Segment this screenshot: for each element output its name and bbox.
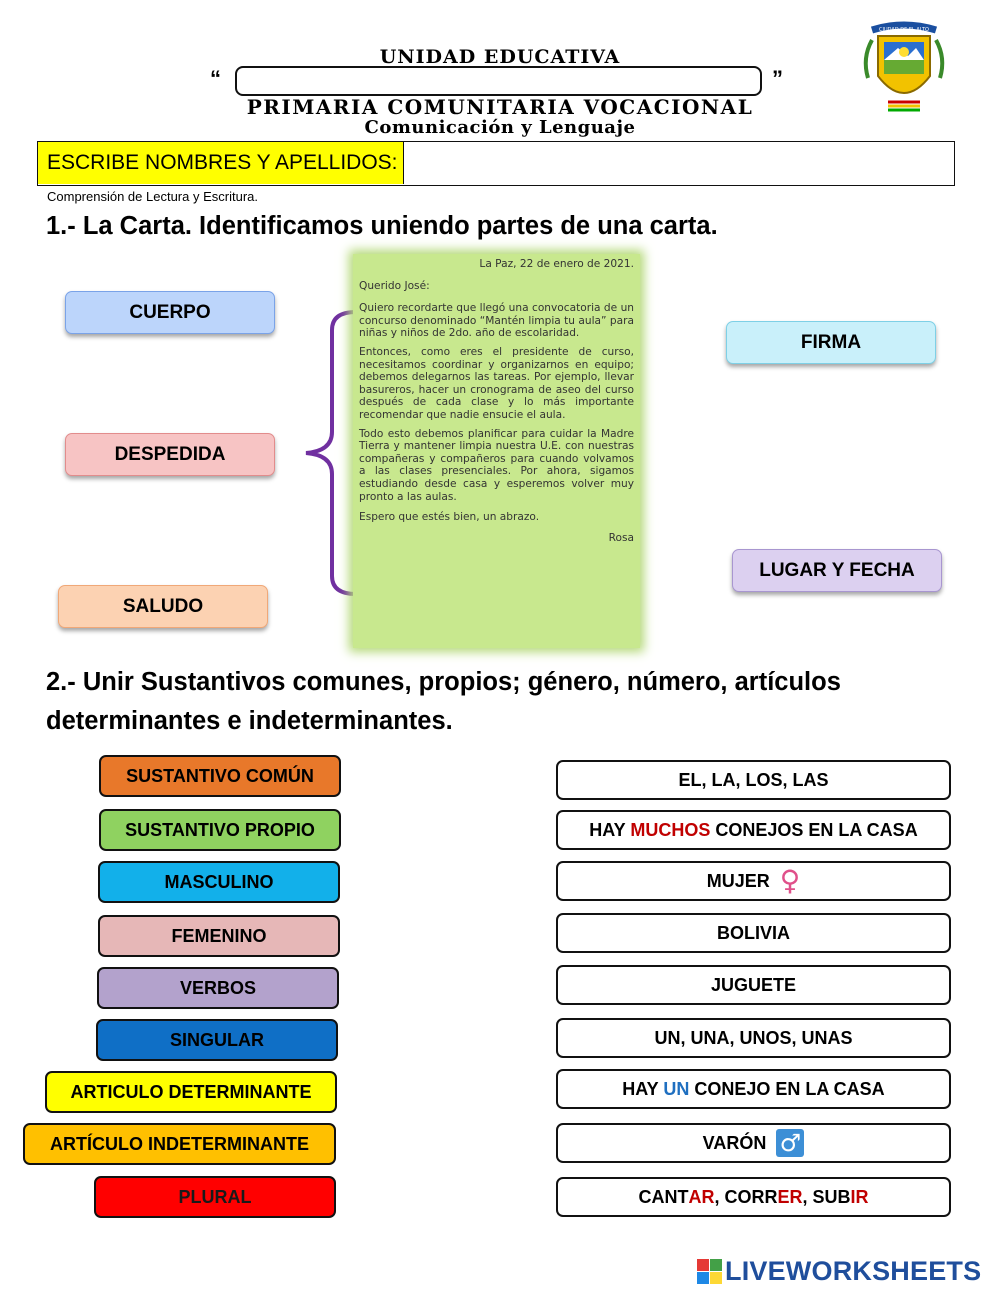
section1-title: 1.- La Carta. Identificamos uniendo partes de una carta. <box>46 212 718 240</box>
school-name-input[interactable] <box>235 66 762 96</box>
female-symbol-icon: ♀ <box>779 864 801 897</box>
option-text-5: , SUB <box>802 1186 851 1207</box>
option-text-highlight: UN <box>663 1078 690 1099</box>
option-text-2: AR <box>688 1186 715 1207</box>
liveworksheets-logo-icon <box>697 1259 722 1284</box>
option-text: BOLIVIA <box>716 922 790 943</box>
letter-paragraph-1: Quiero recordarte que llegó una convocatoria de un concurso denominado “Mantén limpia tu aula” para niñas y niños de 2do. año de escolaridad. <box>359 302 634 340</box>
male-symbol-icon: ♂ <box>776 1129 804 1157</box>
school-title-line2: PRIMARIA COMUNITARIA VOCACIONAL <box>246 95 754 119</box>
label-sustantivo-propio[interactable]: SUSTANTIVO PROPIO <box>99 809 341 851</box>
label-saludo[interactable]: SALUDO <box>58 585 268 628</box>
label-lugar-fecha[interactable]: LUGAR Y FECHA <box>732 549 942 592</box>
subject-title: Comunicación y Lenguaje <box>364 117 636 138</box>
option-text-6: IR <box>850 1186 869 1207</box>
option-text-4: ER <box>777 1186 803 1207</box>
option-bolivia[interactable] <box>556 913 951 953</box>
option-mujer[interactable] <box>556 861 951 901</box>
option-text-c: CONEJOS EN LA CASA <box>710 819 918 840</box>
option-el-la-los-las[interactable] <box>556 760 951 800</box>
subtitle: Comprensión de Lectura y Escritura. <box>47 189 258 204</box>
letter-paragraph-3: Todo esto debemos planificar para cuidar la Madre Tierra y mantener limpia nuestra U.E. con nuestras compañeras y compañeros para cuando volvamos a las clases presenciales. Por ahora, sigamos estudiando desde casa y esperemos volver muy pronto a las aulas. <box>359 427 634 503</box>
letter-paragraph-2: Entonces, como eres el presidente de curso, necesitamos coordinar y organizarnos en equipo; debemos delegarnos las tareas. Por ejemplo, llevar basureros, hacer un cronograma de aseo del curso después de cada clase y lo más importante recomendar que nadie ensucie el aula. <box>359 345 634 421</box>
label-sustantivo-comun[interactable]: SUSTANTIVO COMÚN <box>99 755 341 797</box>
letter-signature: Rosa <box>608 531 634 544</box>
curly-brace <box>300 308 360 598</box>
option-text-highlight: MUCHOS <box>630 819 711 840</box>
option-text-1: CANT <box>638 1186 689 1207</box>
label-firma[interactable]: FIRMA <box>726 321 936 364</box>
name-input[interactable] <box>405 142 953 184</box>
label-articulo-indeterminante[interactable]: ARTÍCULO INDETERMINANTE <box>23 1123 336 1165</box>
option-hay-un-conejo[interactable] <box>556 1069 951 1109</box>
option-text-a: HAY <box>622 1078 664 1099</box>
label-plural[interactable]: PLURAL <box>94 1176 336 1218</box>
label-singular[interactable]: SINGULAR <box>96 1019 338 1061</box>
option-juguete[interactable] <box>556 965 951 1005</box>
option-text: UN, UNA, UNOS, UNAS <box>654 1027 853 1048</box>
quote-open: “ <box>210 66 221 91</box>
logo-tile-e <box>710 1272 722 1284</box>
name-field-label: ESCRIBE NOMBRES Y APELLIDOS: <box>38 142 404 184</box>
label-verbos[interactable]: VERBOS <box>97 967 339 1009</box>
logo-tile-l <box>697 1259 709 1271</box>
label-articulo-determinante[interactable]: ARTICULO DETERMINANTE <box>45 1071 337 1113</box>
label-masculino[interactable]: MASCULINO <box>98 861 340 903</box>
option-text: EL, LA, LOS, LAS <box>678 769 829 790</box>
letter-image <box>353 254 640 648</box>
name-field-row <box>37 141 955 186</box>
letter-greeting: Querido José: <box>359 279 430 292</box>
label-femenino[interactable]: FEMENINO <box>98 915 340 957</box>
option-text: VARÓN <box>702 1132 767 1153</box>
letter-date: La Paz, 22 de enero de 2021. <box>479 258 634 270</box>
section2-title-line2: determinantes e indeterminantes. <box>46 707 453 735</box>
school-title-line1: UNIDAD EDUCATIVA <box>379 46 621 68</box>
option-text-a: HAY <box>589 819 631 840</box>
option-varon[interactable] <box>556 1123 951 1163</box>
school-crest <box>858 18 950 114</box>
option-text-3: , CORR <box>714 1186 778 1207</box>
option-un-una-unos-unas[interactable] <box>556 1018 951 1058</box>
logo-tile-i <box>710 1259 722 1271</box>
svg-text:CIUDAD DE EL ALTO: CIUDAD DE EL ALTO <box>879 27 929 33</box>
letter-closing: Espero que estés bien, un abrazo. <box>359 511 540 524</box>
option-cantar-correr-subir[interactable] <box>556 1177 951 1217</box>
option-text-c: CONEJO EN LA CASA <box>689 1078 885 1099</box>
label-cuerpo[interactable]: CUERPO <box>65 291 275 334</box>
option-text: JUGUETE <box>710 974 797 995</box>
liveworksheets-logo[interactable] <box>697 1256 981 1286</box>
liveworksheets-brand: LIVEWORKSHEETS <box>725 1255 982 1286</box>
option-hay-muchos-conejos[interactable] <box>556 810 951 850</box>
logo-tile-v <box>697 1272 709 1284</box>
label-despedida[interactable]: DESPEDIDA <box>65 433 275 476</box>
option-text: MUJER <box>706 870 770 891</box>
quote-close: ” <box>772 66 783 91</box>
section2-title-line1: 2.- Unir Sustantivos comunes, propios; género, número, artículos <box>46 668 841 696</box>
